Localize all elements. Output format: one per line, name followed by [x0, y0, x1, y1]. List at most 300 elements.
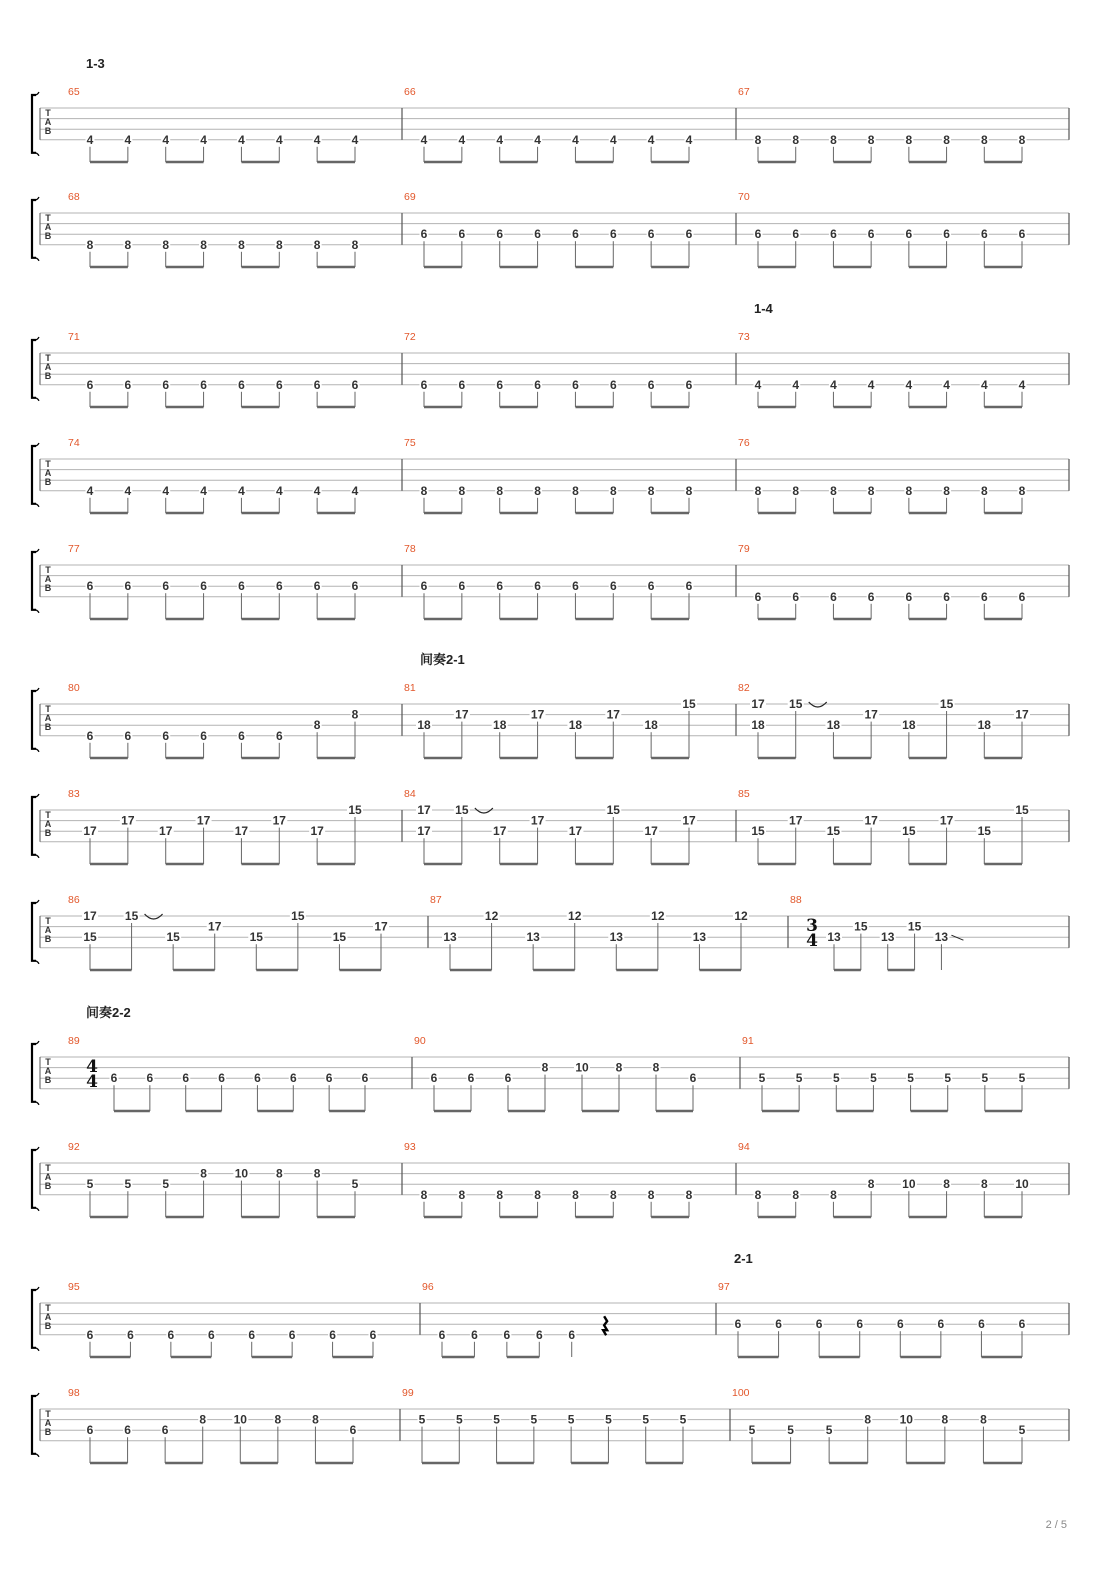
fret-number: 4 [86, 132, 94, 147]
time-signature-bottom: 4 [86, 1072, 98, 1092]
fret-number: 6 [815, 1317, 823, 1332]
fret-number: 10 [575, 1060, 589, 1075]
bracket-hook-bottom [32, 1348, 39, 1351]
bracket-hook-top [32, 443, 39, 446]
fret-number: 6 [647, 377, 655, 392]
fret-number: 6 [275, 377, 283, 392]
fret-number: 6 [471, 1327, 478, 1342]
fret-number: 8 [351, 237, 359, 252]
fret-number: 8 [647, 1187, 655, 1202]
fret-number: 6 [420, 579, 428, 594]
measure-68 [68, 191, 360, 267]
measure-number: 95 [68, 1281, 80, 1293]
measure-91 [742, 1035, 1027, 1111]
system-bracket [32, 691, 36, 749]
tab-clef-letter: B [44, 828, 52, 838]
fret-number: 6 [86, 579, 94, 594]
bracket-hook-bottom [32, 504, 39, 507]
measure-number: 85 [738, 788, 750, 800]
fret-number: 6 [867, 589, 875, 604]
measure-number: 74 [68, 437, 80, 449]
measure-86 [68, 894, 389, 970]
fret-number: 6 [535, 1327, 543, 1342]
fret-number: 6 [124, 728, 132, 743]
fret-number: 4 [754, 377, 762, 392]
tab-clef-letter: B [44, 722, 52, 732]
fret-number: 6 [647, 227, 655, 242]
measure-77 [68, 543, 360, 619]
tab-clef-letter: T [45, 704, 51, 714]
fret-number: 6 [978, 1317, 985, 1332]
fret-number: 4 [685, 132, 693, 147]
bracket-hook-top [32, 197, 39, 200]
fret-number: 10 [899, 1412, 913, 1427]
fret-number: 17 [310, 824, 324, 839]
fret-number: 8 [905, 132, 913, 147]
measure-97 [718, 1281, 1027, 1357]
measure-90 [414, 1035, 698, 1111]
fret-number: 5 [455, 1412, 463, 1427]
fret-number: 8 [980, 483, 988, 498]
fret-number: 15 [854, 919, 868, 934]
fret-number: 6 [572, 579, 579, 594]
fret-number: 4 [830, 377, 837, 392]
fret-number: 6 [146, 1071, 154, 1086]
fret-number: 8 [420, 1187, 428, 1202]
fret-number: 8 [754, 132, 762, 147]
fret-number: 8 [830, 132, 837, 147]
tab-clef-letter: T [45, 916, 51, 926]
fret-number: 4 [905, 377, 913, 392]
fret-number: 6 [685, 579, 693, 594]
fret-number: 4 [647, 132, 655, 147]
fret-number: 6 [856, 1317, 864, 1332]
measure-number: 100 [732, 1387, 750, 1399]
fret-number: 6 [162, 579, 170, 594]
fret-number: 8 [275, 1166, 283, 1181]
fret-number: 6 [275, 579, 283, 594]
fret-number: 17 [83, 909, 97, 923]
measure-96 [422, 1281, 607, 1357]
fret-number: 6 [734, 1317, 742, 1332]
fret-number: 6 [534, 579, 541, 594]
fret-number: 17 [455, 707, 469, 722]
fret-number: 5 [1018, 1423, 1026, 1438]
measure-70 [738, 191, 1027, 267]
fret-number: 4 [86, 483, 94, 498]
bracket-hook-top [32, 1147, 39, 1150]
fret-number: 6 [792, 589, 800, 604]
measure-80 [68, 682, 360, 758]
fret-number: 6 [534, 377, 541, 392]
fret-number: 6 [496, 579, 504, 594]
fret-number: 17 [196, 813, 211, 828]
fret-number: 13 [934, 930, 949, 945]
fret-number: 6 [238, 728, 245, 743]
measure-79 [738, 543, 1027, 619]
fret-number: 5 [162, 1177, 170, 1192]
bracket-hook-bottom [32, 1102, 39, 1105]
measure-94 [738, 1141, 1030, 1217]
system-bracket [32, 1150, 36, 1208]
fret-number: 6 [496, 227, 504, 242]
bracket-hook-top [32, 337, 39, 340]
fret-number: 6 [351, 579, 359, 594]
fret-number: 6 [896, 1317, 904, 1332]
fret-number: 8 [124, 237, 132, 252]
measure-number: 71 [68, 331, 80, 343]
fret-number: 6 [609, 579, 617, 594]
fret-number: 8 [792, 483, 800, 498]
fret-number: 13 [443, 930, 457, 945]
bracket-hook-bottom [32, 855, 39, 858]
fret-number: 17 [208, 919, 222, 934]
fret-number: 5 [787, 1423, 794, 1438]
fret-number: 17 [121, 813, 135, 828]
fret-number: 8 [458, 1187, 466, 1202]
fret-number: 6 [86, 1327, 94, 1342]
fret-number: 17 [417, 803, 431, 817]
tab-system-2 [32, 191, 1069, 267]
fret-number: 6 [685, 227, 693, 242]
fret-number: 8 [200, 237, 207, 252]
fret-number: 5 [567, 1412, 575, 1427]
measure-98 [68, 1387, 358, 1463]
tab-clef-letter: B [44, 231, 52, 241]
fret-number: 5 [907, 1071, 914, 1086]
tab-clef-letter: B [44, 583, 52, 593]
fret-number: 8 [905, 483, 913, 498]
tab-clef-letter: A [44, 468, 52, 478]
measure-100 [732, 1387, 1027, 1463]
fret-number: 8 [652, 1060, 660, 1075]
fret-number: 8 [609, 483, 617, 498]
bracket-hook-top [32, 549, 39, 552]
bracket-hook-top [32, 794, 39, 797]
fret-number: 15 [977, 824, 991, 839]
fret-number: 6 [161, 1423, 169, 1438]
fret-number: 5 [642, 1412, 650, 1427]
fret-number: 6 [420, 227, 428, 242]
fret-number: 6 [438, 1327, 446, 1342]
fret-number: 8 [615, 1060, 623, 1075]
measure-number: 98 [68, 1387, 80, 1399]
fret-number: 4 [238, 483, 245, 498]
fret-number: 6 [162, 377, 170, 392]
tab-clef-letter: B [44, 1181, 52, 1191]
tab-clef-letter: T [45, 1409, 51, 1419]
fret-number: 6 [572, 377, 579, 392]
bracket-hook-bottom [32, 749, 39, 752]
measure-number: 84 [404, 788, 416, 800]
tab-clef-letter: B [44, 371, 52, 381]
fret-number: 17 [864, 813, 878, 828]
fret-number: 18 [568, 718, 583, 733]
time-signature-bottom: 4 [806, 931, 818, 951]
fret-number: 17 [159, 824, 173, 839]
fret-number: 6 [325, 1071, 333, 1086]
tab-clef-letter: B [44, 126, 52, 136]
measure-number: 96 [422, 1281, 434, 1293]
tab-system-1 [32, 56, 1069, 162]
fret-number: 6 [289, 1071, 297, 1086]
fret-number: 5 [825, 1423, 833, 1438]
tab-clef-letter: A [44, 222, 52, 232]
fret-number: 8 [754, 483, 762, 498]
fret-number: 17 [644, 824, 658, 839]
measure-number: 66 [404, 86, 416, 98]
measure-75 [404, 437, 694, 513]
bracket-hook-bottom [32, 398, 39, 401]
page-number: 2 / 5 [1045, 1519, 1067, 1531]
system-bracket [32, 1290, 36, 1348]
fret-number: 17 [606, 707, 620, 722]
measure-number: 72 [404, 331, 416, 343]
fret-number: 8 [1018, 483, 1026, 498]
tab-clef-letter: A [44, 574, 52, 584]
bracket-hook-bottom [32, 610, 39, 613]
fret-number: 8 [754, 1187, 762, 1202]
measure-84 [404, 788, 697, 864]
measure-74 [68, 437, 360, 513]
fret-number: 13 [881, 930, 895, 945]
fret-number: 6 [830, 227, 837, 242]
fret-number: 6 [430, 1071, 438, 1086]
fret-number: 6 [496, 377, 504, 392]
measure-88 [790, 894, 963, 970]
measure-number: 93 [404, 1141, 416, 1153]
fret-number: 5 [832, 1071, 840, 1086]
fret-number: 6 [329, 1327, 336, 1342]
fret-number: 4 [275, 483, 283, 498]
fret-number: 6 [86, 377, 94, 392]
fret-number: 4 [200, 483, 207, 498]
measure-67 [738, 86, 1027, 162]
tab-clef-letter: A [44, 117, 52, 127]
fret-number: 5 [870, 1071, 877, 1086]
fret-number: 17 [1015, 707, 1029, 722]
tab-clef-letter: B [44, 934, 52, 944]
fret-number: 15 [291, 909, 305, 923]
fret-number: 4 [867, 377, 875, 392]
fret-number: 6 [86, 728, 94, 743]
tab-system-8 [32, 894, 1069, 970]
fret-number: 8 [534, 483, 541, 498]
fret-number: 5 [679, 1412, 687, 1427]
tab-clef-letter: B [44, 1427, 52, 1437]
fret-number: 15 [606, 803, 620, 817]
fret-number: 4 [420, 132, 428, 147]
fret-number: 13 [827, 930, 841, 945]
tab-clef-letter: A [44, 819, 52, 829]
fret-number: 6 [162, 728, 170, 743]
quarter-rest [603, 1316, 607, 1335]
fret-number: 13 [526, 930, 540, 945]
fret-number: 5 [530, 1412, 538, 1427]
fret-number: 6 [207, 1327, 215, 1342]
tab-system-10 [32, 1141, 1069, 1217]
fret-number: 8 [792, 1187, 800, 1202]
fret-number: 8 [458, 483, 466, 498]
fret-number: 8 [943, 483, 950, 498]
fret-number: 8 [199, 1412, 207, 1427]
fret-number: 4 [943, 377, 950, 392]
fret-number: 8 [867, 483, 875, 498]
fret-number: 6 [420, 377, 428, 392]
fret-number: 4 [496, 132, 504, 147]
fret-number: 5 [944, 1071, 952, 1086]
measure-81 [404, 682, 697, 758]
fret-number: 12 [484, 909, 499, 923]
fret-number: 5 [795, 1071, 803, 1086]
fret-number: 8 [943, 1177, 950, 1192]
measure-number: 90 [414, 1035, 426, 1047]
measure-number: 91 [742, 1035, 754, 1047]
fret-number: 4 [351, 132, 359, 147]
tab-system-9 [32, 1005, 1069, 1111]
fret-number: 6 [110, 1071, 118, 1086]
fret-number: 6 [254, 1071, 261, 1086]
fret-number: 4 [572, 132, 579, 147]
fret-number: 5 [981, 1071, 989, 1086]
fret-number: 8 [867, 1177, 875, 1192]
system-bracket [32, 903, 36, 961]
fret-number: 6 [313, 377, 321, 392]
fret-number: 17 [568, 824, 583, 839]
fret-number: 6 [458, 377, 466, 392]
fret-number: 8 [980, 1177, 988, 1192]
bracket-hook-bottom [32, 258, 39, 261]
fret-number: 12 [651, 909, 665, 923]
fret-number: 4 [162, 483, 170, 498]
tab-system-6 [32, 652, 1069, 758]
fret-number: 15 [682, 697, 696, 711]
fret-number: 6 [534, 227, 541, 242]
system-bracket [32, 552, 36, 610]
fret-number: 4 [124, 483, 132, 498]
fret-number: 6 [124, 1423, 131, 1438]
fret-number: 6 [1018, 589, 1026, 604]
fret-number: 4 [351, 483, 359, 498]
tab-clef-letter: B [44, 1321, 52, 1331]
fret-number: 17 [789, 813, 803, 828]
measure-number: 82 [738, 682, 750, 694]
fret-number: 8 [351, 707, 359, 722]
fret-number: 8 [980, 1412, 987, 1427]
fret-number: 5 [418, 1412, 426, 1427]
fret-number: 18 [902, 718, 916, 733]
fret-number: 6 [609, 227, 617, 242]
fret-number: 10 [234, 1166, 249, 1181]
fret-number: 6 [275, 728, 283, 743]
fret-number: 6 [124, 579, 132, 594]
bracket-hook-top [32, 1287, 39, 1290]
fret-number: 6 [980, 227, 988, 242]
fret-number: 15 [907, 919, 922, 934]
measure-number: 89 [68, 1035, 80, 1047]
fret-number: 6 [775, 1317, 782, 1332]
fret-number: 4 [200, 132, 207, 147]
fret-number: 4 [1018, 377, 1026, 392]
measure-number: 69 [404, 191, 416, 203]
fret-number: 10 [1015, 1177, 1029, 1192]
fret-number: 6 [568, 1327, 576, 1342]
fret-number: 13 [609, 930, 623, 945]
fret-number: 6 [504, 1071, 512, 1086]
fret-number: 17 [530, 707, 545, 722]
fret-number: 15 [789, 697, 803, 711]
measure-number: 86 [68, 894, 80, 906]
tab-clef-letter: A [44, 713, 52, 723]
fret-number: 6 [458, 579, 466, 594]
fret-number: 6 [689, 1071, 697, 1086]
measure-number: 75 [404, 437, 416, 449]
fret-number: 5 [493, 1412, 500, 1427]
fret-number: 8 [980, 132, 988, 147]
fret-number: 8 [534, 1187, 541, 1202]
fret-number: 8 [238, 237, 245, 252]
fret-number: 6 [86, 1423, 94, 1438]
fret-number: 15 [166, 930, 180, 945]
fret-number: 8 [313, 237, 321, 252]
fret-number: 6 [200, 377, 207, 392]
fret-number: 18 [826, 718, 841, 733]
fret-number: 6 [369, 1327, 377, 1342]
fret-number: 18 [493, 718, 507, 733]
measure-72 [404, 331, 694, 407]
measure-69 [404, 191, 694, 267]
bracket-hook-top [32, 688, 39, 691]
tab-system-3 [32, 301, 1069, 407]
fret-number: 6 [905, 589, 913, 604]
fret-number: 8 [941, 1412, 949, 1427]
fret-number: 5 [758, 1071, 766, 1086]
tab-system-4 [32, 437, 1069, 513]
fret-number: 8 [792, 132, 800, 147]
bracket-hook-top [32, 1041, 39, 1044]
time-signature-top: 4 [86, 1057, 98, 1077]
fret-number: 6 [467, 1071, 475, 1086]
fret-number: 8 [572, 1187, 579, 1202]
fret-number: 8 [275, 237, 283, 252]
fret-number: 4 [238, 132, 245, 147]
tab-clef-letter: B [44, 477, 52, 487]
fret-number: 6 [238, 579, 245, 594]
fret-number: 4 [275, 132, 283, 147]
fret-number: 17 [939, 813, 954, 828]
tab-clef-letter: T [45, 353, 51, 363]
fret-number: 6 [830, 589, 837, 604]
section-label: 2-1 [734, 1251, 753, 1266]
measure-71 [68, 331, 360, 407]
fret-number: 6 [609, 377, 617, 392]
fret-number: 5 [748, 1423, 756, 1438]
tab-clef-letter: T [45, 1163, 51, 1173]
measure-73 [738, 331, 1027, 407]
tab-system-5 [32, 543, 1069, 619]
fret-number: 6 [313, 579, 321, 594]
fret-number: 8 [572, 483, 579, 498]
fret-number: 18 [644, 718, 658, 733]
fret-number: 6 [1018, 1317, 1026, 1332]
fret-number: 6 [182, 1071, 190, 1086]
fret-number: 6 [1018, 227, 1026, 242]
tab-clef-letter: A [44, 1418, 52, 1428]
fret-number: 6 [127, 1327, 134, 1342]
measure-82 [738, 682, 1030, 758]
fret-number: 6 [200, 728, 207, 743]
tab-clef-letter: T [45, 213, 51, 223]
